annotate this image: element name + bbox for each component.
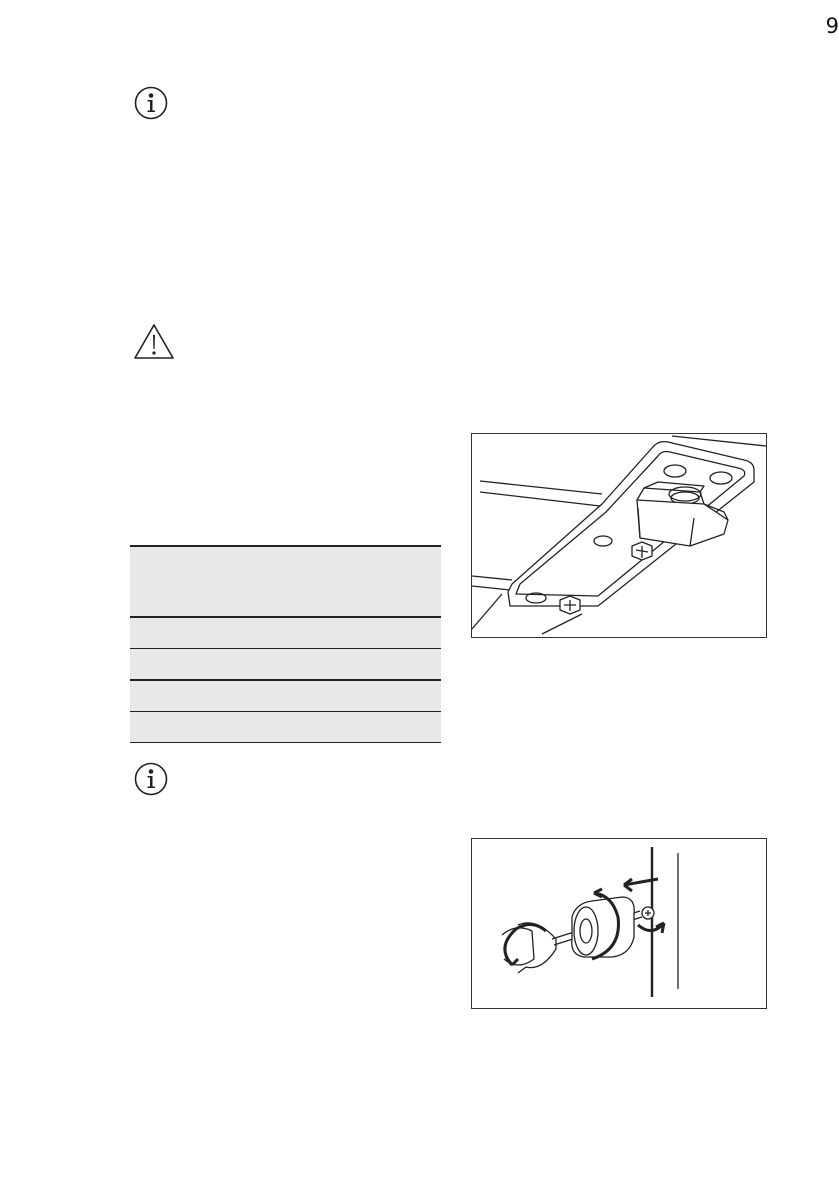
- data-table: [130, 545, 441, 743]
- table-header: [130, 547, 441, 618]
- warning-icon: [133, 323, 175, 360]
- table-row: [130, 618, 441, 649]
- table-row: [130, 712, 441, 743]
- info-icon: [134, 86, 168, 120]
- hinge-illustration: [472, 434, 766, 637]
- info-icon: [134, 762, 168, 796]
- screwdriver-illustration: [472, 839, 766, 1008]
- table-row: [130, 681, 441, 712]
- hinge-figure: [471, 433, 767, 638]
- screwdriver-figure: [471, 838, 767, 1009]
- page-number: 9: [825, 14, 839, 38]
- table-row: [130, 649, 441, 681]
